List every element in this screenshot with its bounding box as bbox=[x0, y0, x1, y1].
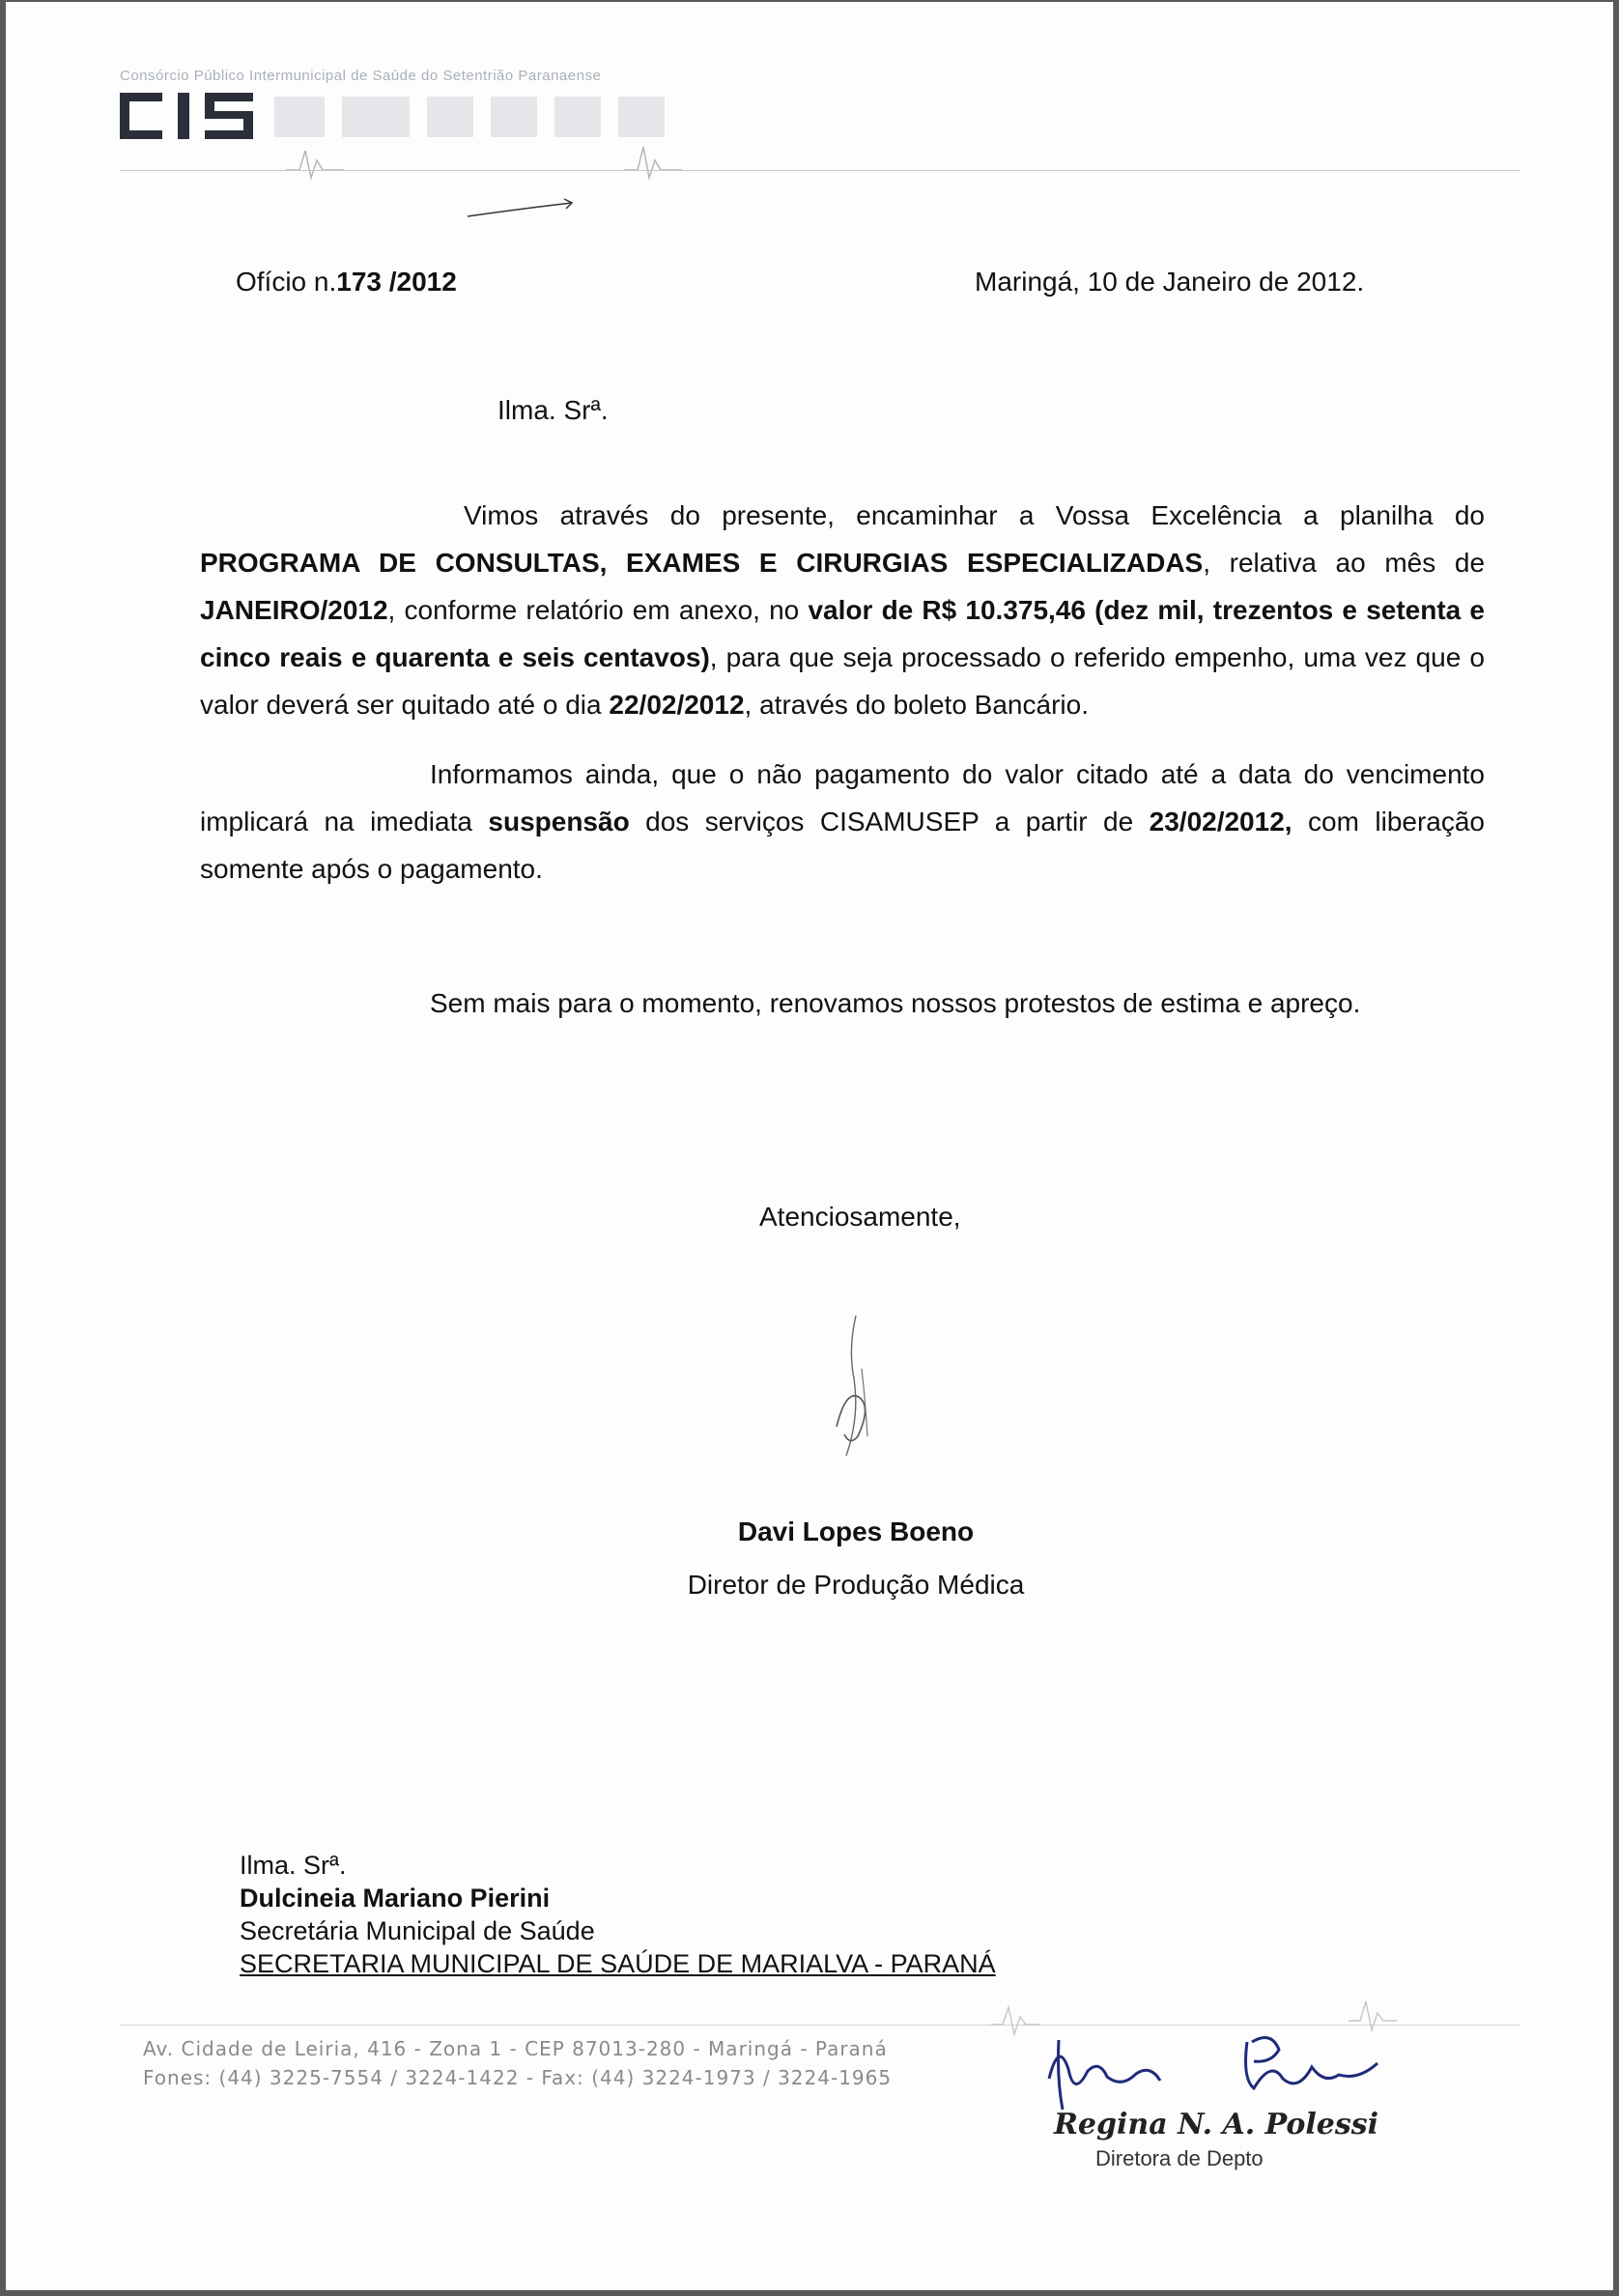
p1-value: valor de R$ 10.375,46 (dez mil, trezentos e setenta e cinco reais e quarenta e seis centavos) bbox=[200, 595, 1485, 672]
handwritten-signature bbox=[817, 1311, 895, 1475]
closing: Atenciosamente, bbox=[759, 1202, 961, 1232]
letter-page bbox=[6, 2, 1613, 2290]
paragraph-1 bbox=[200, 492, 1485, 728]
stamp-name: Regina N. A. Polessi bbox=[1054, 2108, 1379, 2141]
recipient-title: Secretária Municipal de Saúde bbox=[240, 1916, 595, 1945]
recipient-organization: SECRETARIA MUNICIPAL DE SAÚDE DE MARIALVA - PARANÁ bbox=[240, 1949, 996, 1978]
paragraph-2 bbox=[200, 751, 1485, 893]
recipient-block bbox=[240, 1849, 996, 1980]
recipient-salutation: Ilma. Srª. bbox=[240, 1851, 347, 1880]
p1-text: , para que seja processado o referido empenho, uma vez que o valor deverá ser quitado até o dia bbox=[200, 642, 1485, 720]
stamp-role: Diretora de Depto bbox=[1095, 2146, 1264, 2170]
letter-date: Maringá, 10 de Janeiro de 2012. bbox=[975, 267, 1365, 297]
p2-text: dos serviços CISAMUSEP a partir de bbox=[629, 807, 1150, 836]
footer-phones: Fones: (44) 3225-7554 / 3224-1422 - Fax: (44) 3224-1973 / 3224-1965 bbox=[143, 2066, 893, 2089]
signer-name: Davi Lopes Boeno bbox=[737, 1516, 975, 1546]
paragraph-3: Sem mais para o momento, renovamos nossos protestos de estima e apreço. bbox=[430, 988, 1361, 1018]
p1-text: Vimos através do presente, encaminhar a Vossa Excelência a planilha do bbox=[464, 500, 1485, 530]
greeting: Ilma. Srª. bbox=[497, 395, 609, 425]
p2-text: com liberação somente após o pagamento. bbox=[200, 807, 1486, 884]
p1-month: JANEIRO/2012 bbox=[200, 595, 388, 625]
signer-role: Diretor de Produção Médica bbox=[687, 1570, 1025, 1600]
p1-program: PROGRAMA DE CONSULTAS, EXAMES E CIRURGIAS ESPECIALIZADAS bbox=[200, 548, 1204, 578]
p1-text: , relativa ao mês de bbox=[1203, 548, 1486, 578]
p2-suspension: suspensão bbox=[488, 807, 630, 836]
oficio-number bbox=[236, 267, 457, 298]
pen-stroke-mark bbox=[464, 195, 580, 224]
footer-address: Av. Cidade de Leiria, 416 - Zona 1 - CEP 87013-280 - Maringá - Paraná bbox=[143, 2037, 888, 2060]
oficio-prefix: Ofício n. bbox=[236, 267, 337, 297]
header-divider bbox=[120, 170, 1520, 171]
letterhead-org-name: Consórcio Público Intermunicipal de Saúde do Setentrião Paranaense bbox=[120, 68, 602, 84]
p2-text: Informamos ainda, que o não pagamento do valor citado até a data do vencimento implicará na imediata bbox=[200, 759, 1485, 836]
oficio-number-value: 173 /2012 bbox=[336, 267, 457, 297]
pulse-line-graphic bbox=[286, 143, 344, 182]
pulse-line-graphic bbox=[624, 143, 682, 182]
p2-suspension-date: 23/02/2012, bbox=[1149, 807, 1292, 836]
footer-contact bbox=[143, 2034, 892, 2092]
recipient-name: Dulcineia Mariano Pierini bbox=[240, 1884, 551, 1913]
p1-text: , conforme relatório em anexo, no bbox=[387, 595, 809, 625]
cisamusep-logo bbox=[120, 91, 680, 141]
p1-text: , através do boleto Bancário. bbox=[744, 690, 1089, 720]
p1-due-date: 22/02/2012 bbox=[609, 690, 745, 720]
